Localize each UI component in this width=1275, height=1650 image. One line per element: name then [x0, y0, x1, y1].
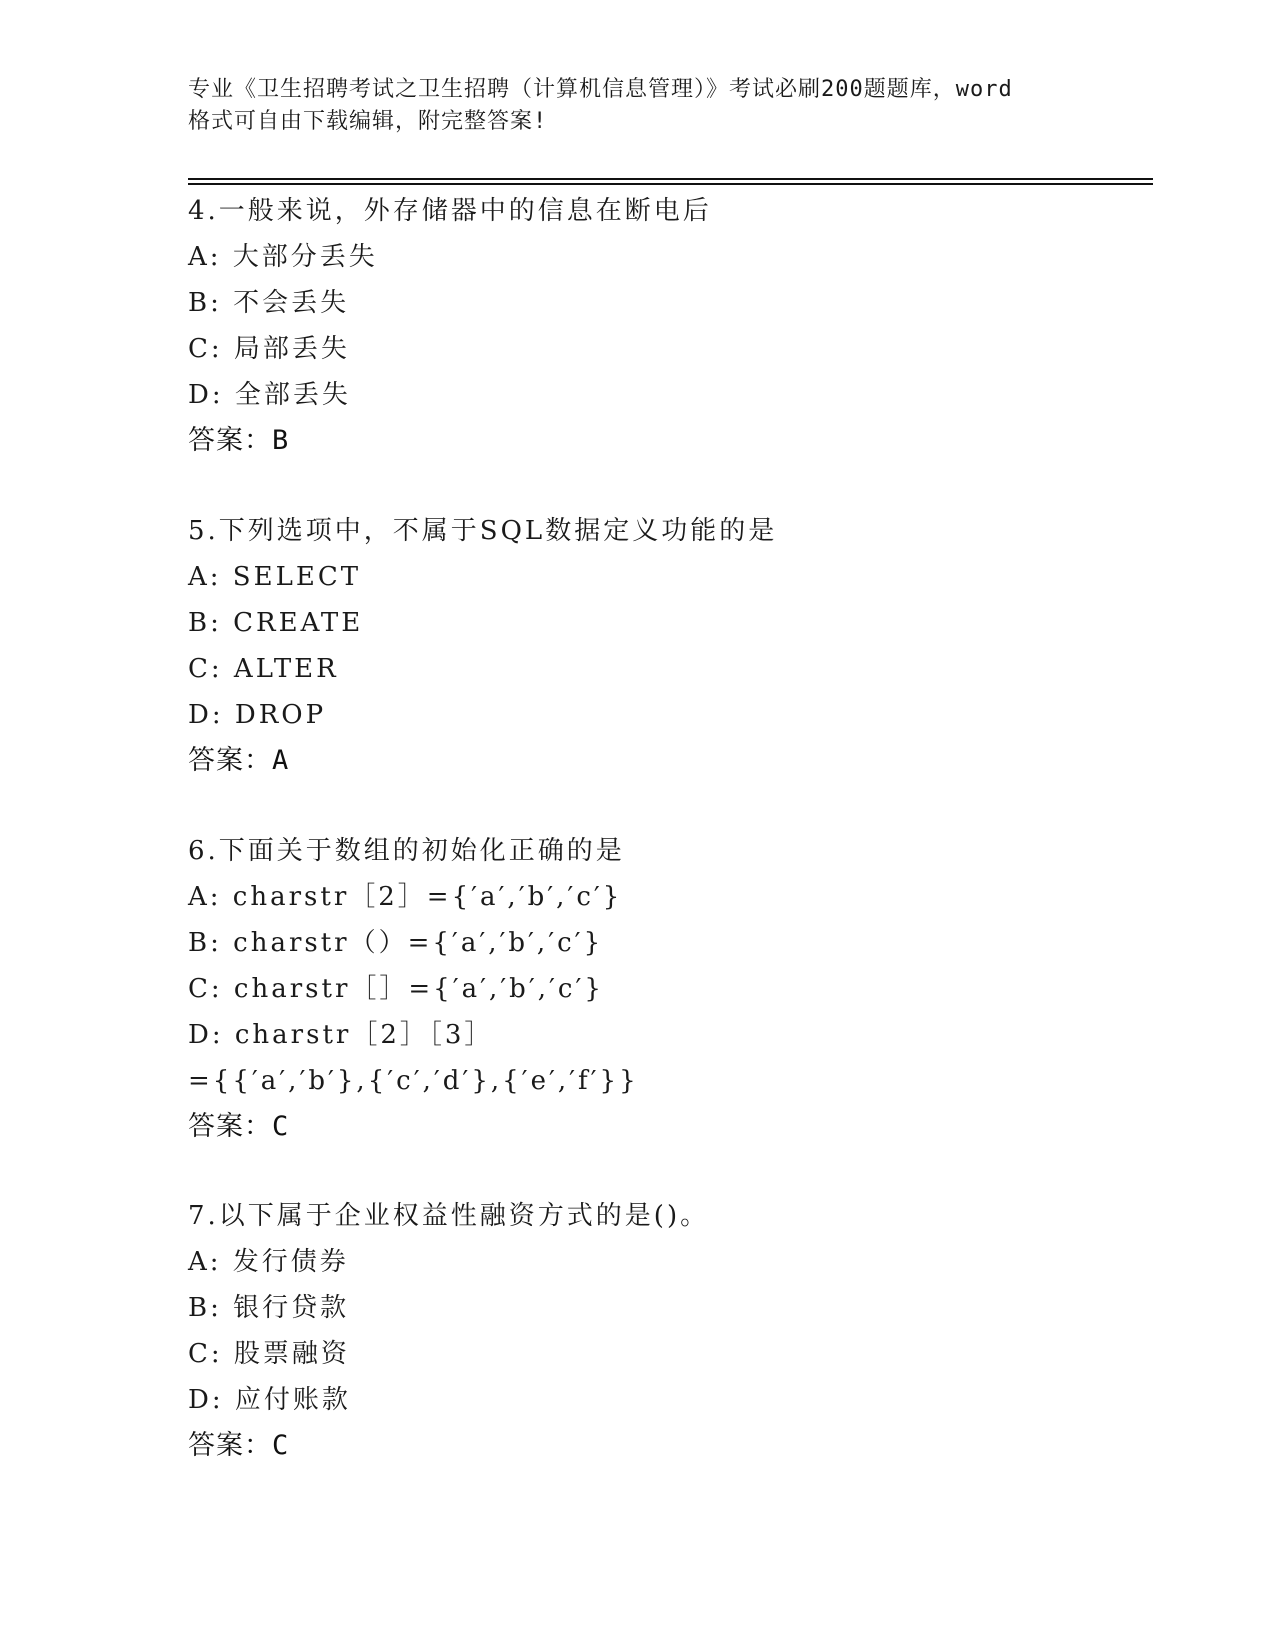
option-a: A: SELECT	[188, 562, 362, 592]
question-stem: 4.一般来说，外存储器中的信息在断电后	[188, 196, 712, 226]
option-c: C: charstr［］={′a′,′b′,′c′}	[188, 974, 604, 1004]
option-d-continuation: ={{′a′,′b′},{′c′,′d′},{′e′,′f′}}	[188, 1066, 639, 1096]
question-5	[188, 508, 1148, 784]
option-d: D: 全部丢失	[188, 380, 351, 410]
document-header	[188, 74, 1088, 138]
option-c: C: 股票融资	[188, 1339, 350, 1369]
answer-line: 答案：A	[188, 745, 290, 776]
option-a: A: 大部分丢失	[188, 242, 378, 272]
option-b: B: 银行贷款	[188, 1293, 350, 1323]
option-c: C: 局部丢失	[188, 334, 350, 364]
option-d: D: DROP	[188, 700, 327, 730]
answer-line: 答案：C	[188, 1430, 290, 1461]
option-b: B: charstr（）={′a′,′b′,′c′}	[188, 928, 604, 958]
answer-line: 答案：C	[188, 1111, 290, 1142]
header-line-1: 专业《卫生招聘考试之卫生招聘（计算机信息管理）》考试必刷200题题库，word	[188, 77, 1013, 102]
option-d: D: 应付账款	[188, 1385, 351, 1415]
question-4	[188, 188, 1148, 464]
option-a: A: charstr［2］={′a′,′b′,′c′}	[188, 882, 623, 912]
question-stem: 5.下列选项中，不属于SQL数据定义功能的是	[188, 516, 778, 546]
header-line-2: 格式可自由下载编辑，附完整答案!	[188, 109, 548, 134]
option-a: A: 发行债券	[188, 1247, 349, 1277]
question-stem: 7.以下属于企业权益性融资方式的是()。	[188, 1201, 710, 1231]
option-b: B: CREATE	[188, 608, 364, 638]
header-divider-top	[188, 178, 1153, 180]
question-7	[188, 1193, 1148, 1469]
option-b: B: 不会丢失	[188, 288, 350, 318]
header-divider-bottom	[188, 183, 1153, 185]
option-d: D: charstr［2］［3］	[188, 1020, 494, 1050]
option-c: C: ALTER	[188, 654, 339, 684]
question-6	[188, 828, 1148, 1150]
answer-line: 答案：B	[188, 425, 290, 456]
question-stem: 6.下面关于数组的初始化正确的是	[188, 836, 625, 866]
